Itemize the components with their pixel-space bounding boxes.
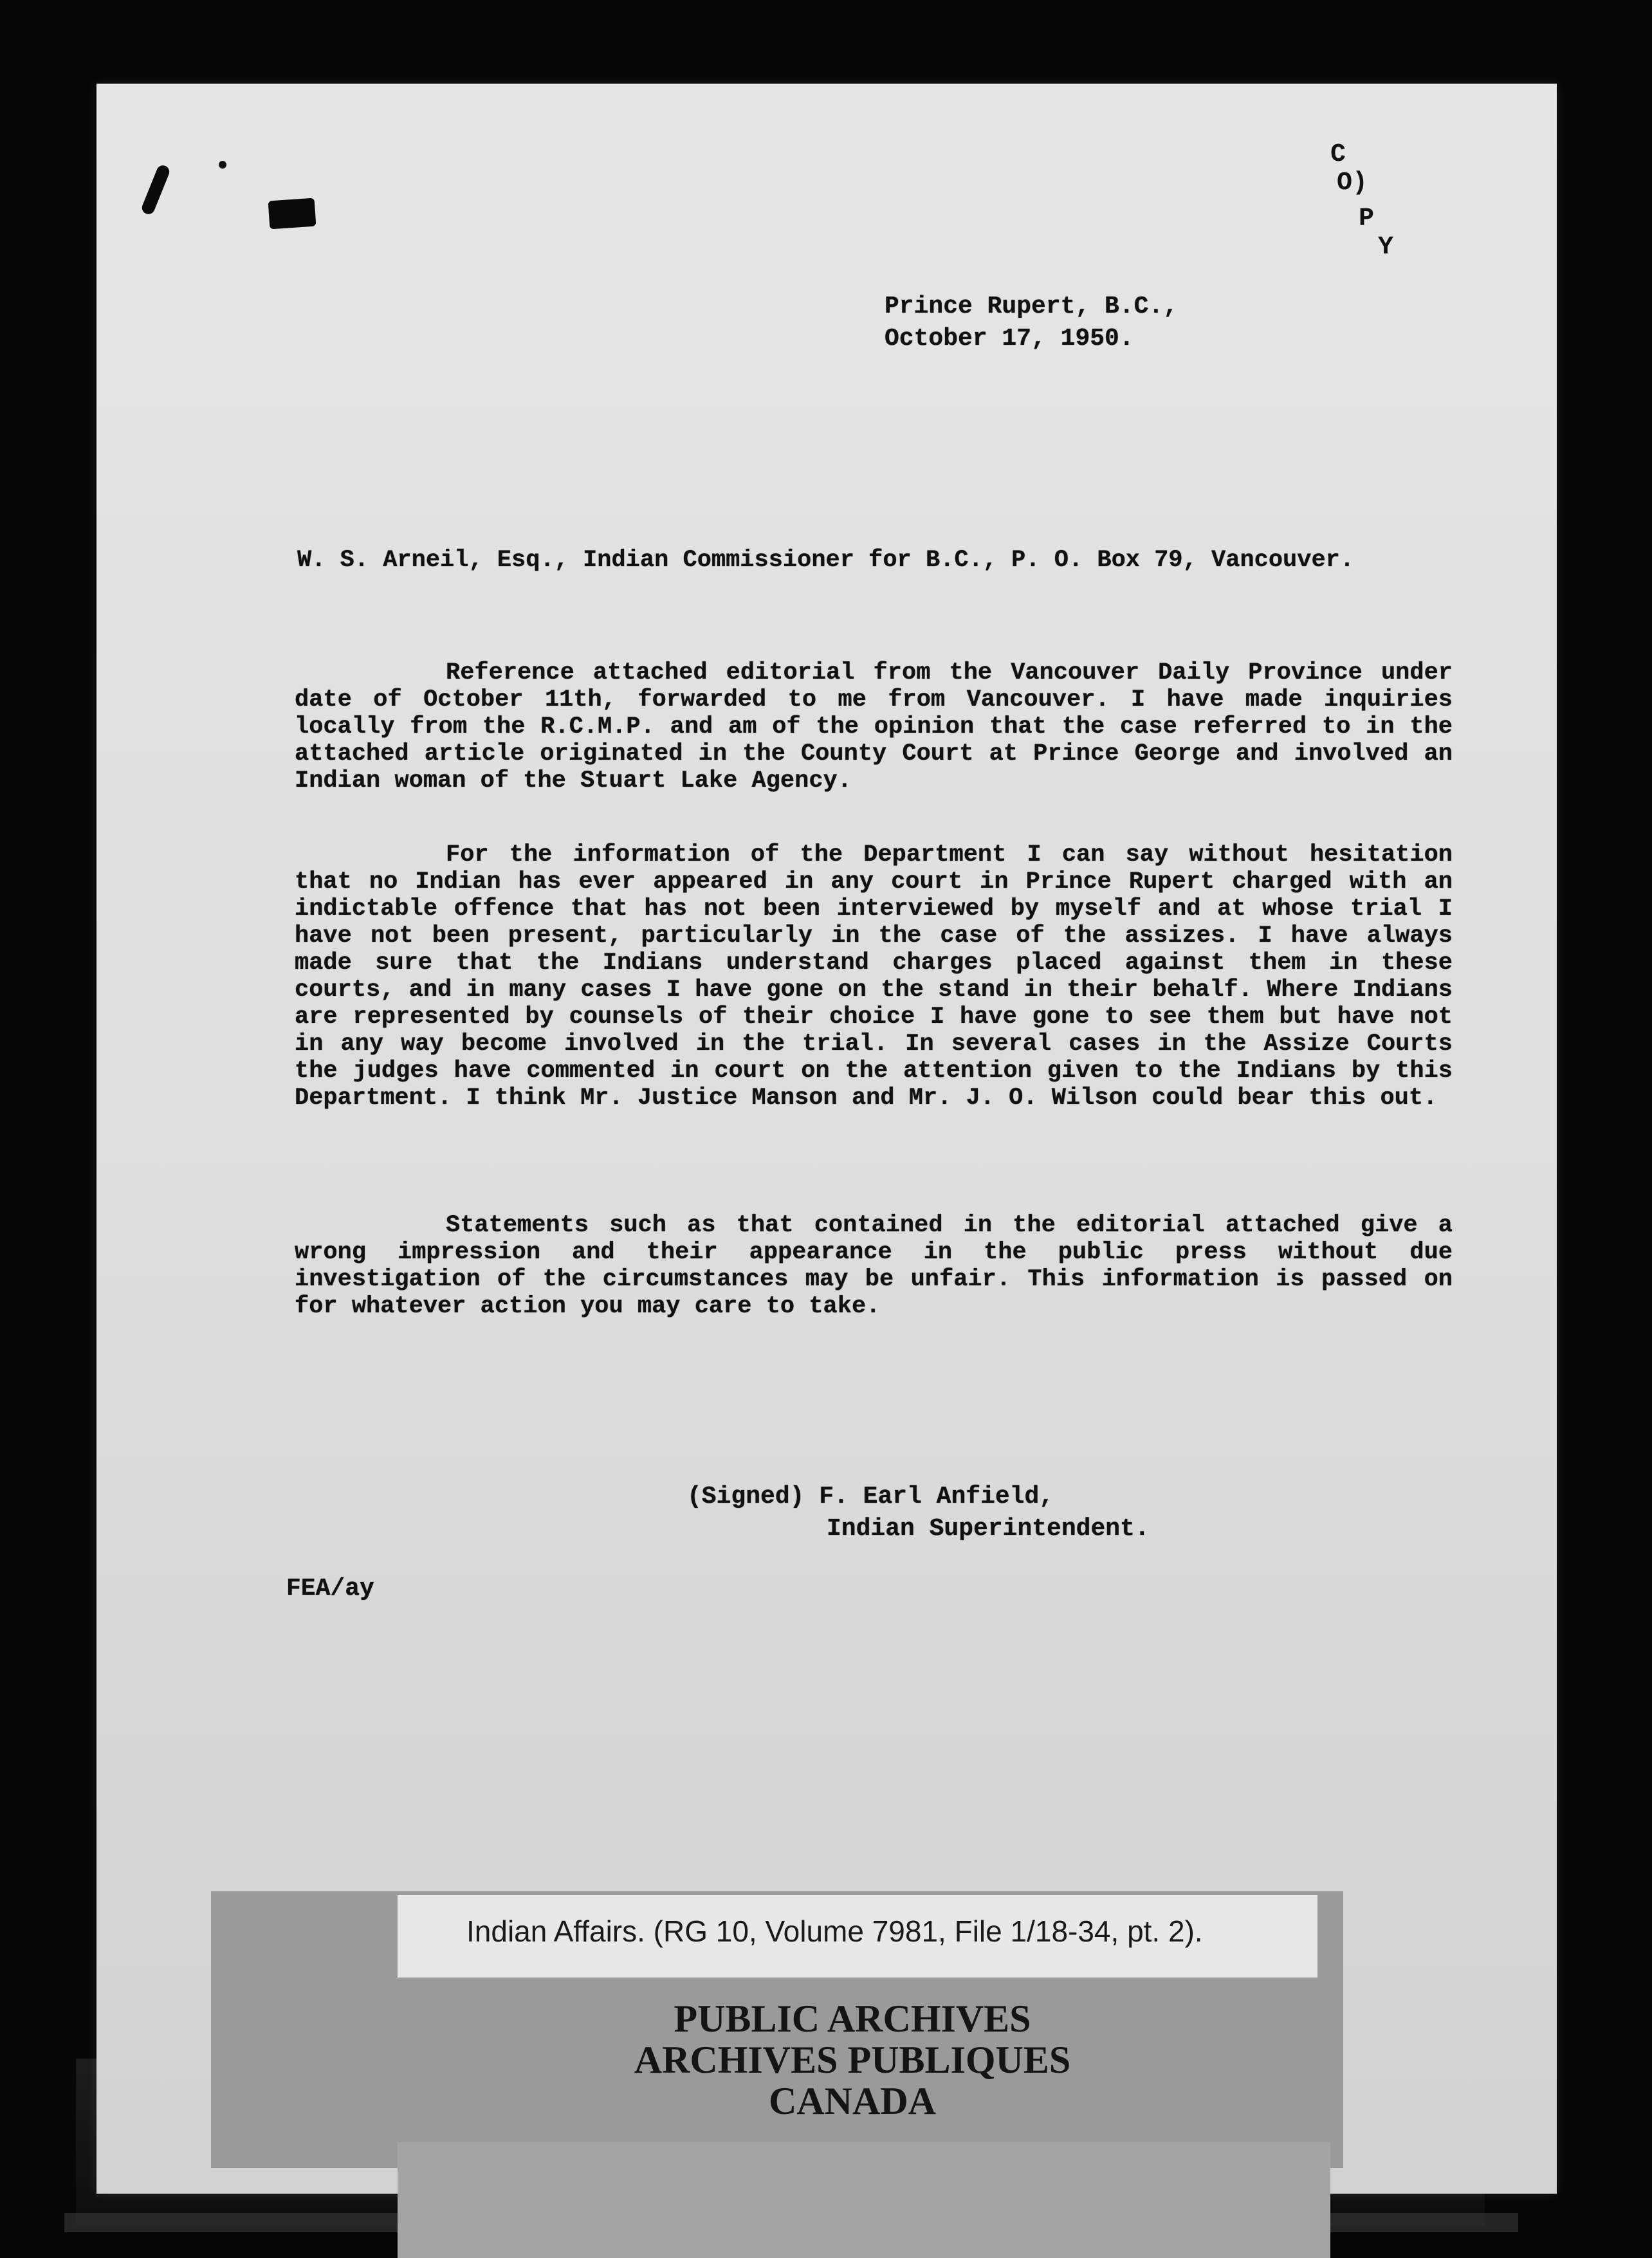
- copy-marker-y: Y: [1378, 233, 1394, 262]
- copy-marker-p: P: [1359, 205, 1375, 234]
- signature-line-1: (Signed) F. Earl Anfield,: [687, 1483, 1054, 1510]
- archive-reference-label: Indian Affairs. (RG 10, Volume 7981, File 1/18-34, pt. 2).: [466, 1914, 1203, 1948]
- paragraph-2: For the information of the Department I can say without hesitation that no Indian has ever appeared in any court in Prince Rupert charged with an indictable offence that has not been interviewed by myself and at whose trial I have not been present, particularly in the case of the assizes. I have always made sure that the Indians understand charges placed against them in these courts, and in many cases I have gone on the stand in their behalf. Where Indians are represented by counsels of their choice I have gone to see them but have not in any way become involved in the trial. In several cases in the Assize Courts the judges have commented in court on the attention given to the Indians by this Department. I think Mr. Justice Manson and Mr. J. O. Wilson could bear this out.: [295, 841, 1453, 1112]
- archive-card-lower: [398, 2142, 1330, 2258]
- archive-stamp-line-3: CANADA: [769, 2080, 936, 2122]
- copy-marker-o: O): [1337, 169, 1368, 197]
- archive-stamp-line-1: PUBLIC ARCHIVES: [674, 1997, 1031, 2040]
- typist-initials: FEA/ay: [286, 1575, 374, 1602]
- letter-page: [96, 84, 1557, 2194]
- paragraph-1: Reference attached editorial from the Vancouver Daily Province under date of October 11th, forwarded to me from Vancouver. I have made inquiries locally from the R.C.M.P. and am of the opinion that the case referred to in the attached article originated in the County Court at Prince George and involved an Indian woman of the Stuart Lake Agency.: [295, 659, 1453, 794]
- archive-stamp-line-2: ARCHIVES PUBLIQUES: [634, 2039, 1071, 2081]
- clip-mark: [268, 198, 317, 230]
- letter-place: Prince Rupert, B.C.,: [885, 293, 1179, 320]
- letter-addressee: W. S. Arneil, Esq., Indian Commissioner for B.C., P. O. Box 79, Vancouver.: [297, 547, 1355, 574]
- letter-date: October 17, 1950.: [885, 325, 1134, 353]
- signature-line-2: Indian Superintendent.: [827, 1515, 1150, 1543]
- bleed-through-text: [463, 618, 476, 642]
- copy-marker-c: C: [1330, 140, 1346, 169]
- paragraph-3: Statements such as that contained in the editorial attached give a wrong impression and their appearance in the public press without due investigation of the circumstances may be unfair. This information is passed on for whatever action you may care to take.: [295, 1212, 1453, 1320]
- ink-dot: [219, 161, 226, 169]
